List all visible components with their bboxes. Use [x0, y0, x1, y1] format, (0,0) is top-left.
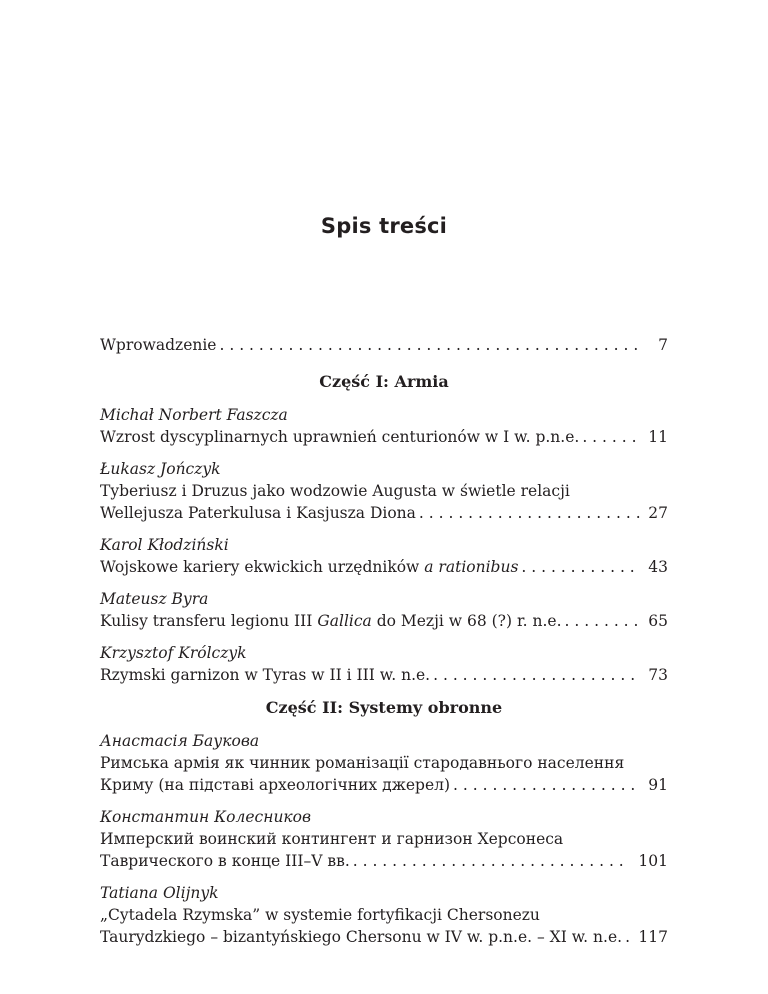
entry-author: Łukasz Jończyk [100, 460, 221, 478]
entry-title-line: Имперский воинский контингент и гарнизон Херсонеса [100, 830, 564, 848]
page-number: 117 [638, 928, 668, 946]
page-number: 43 [648, 558, 668, 576]
toc-entry[interactable] [100, 730, 668, 796]
entry-author: Анастасія Баукова [100, 732, 260, 750]
entry-title-line: Римська армія як чинник романізації стародавнього населення [100, 754, 625, 772]
toc-entry[interactable] [100, 588, 668, 632]
part-heading: Część II: Systemy obronne [265, 698, 503, 717]
page-number: 73 [648, 666, 668, 684]
entry-title-text: Таврического в конце III–V вв. [100, 852, 350, 870]
entry-author: Tatiana Olijnyk [100, 884, 219, 902]
dot-leader [622, 926, 630, 948]
toc-entry[interactable] [100, 882, 668, 948]
table-of-contents [100, 334, 668, 958]
entry-author: Karol Kłodziński [100, 536, 229, 554]
entry-title-line [100, 556, 518, 578]
entry-title-line: Tyberiusz i Druzus jako wodzowie Augusta w świetle relacji [100, 482, 570, 500]
dot-leader [579, 426, 640, 448]
page-number: 65 [648, 612, 668, 630]
entry-title-line [100, 850, 350, 872]
page-title: Spis treści [320, 214, 448, 238]
entry-author: Mateusz Byra [100, 590, 209, 608]
toc-entry-intro[interactable] [100, 334, 668, 356]
entry-title-text: do Mezji w 68 (?) r. n.e. [371, 612, 562, 630]
entry-author: Krzysztof Królczyk [100, 644, 247, 662]
entry-title-text: Wzrost dyscyplinarnych uprawnień centurionów w I w. p.n.e. [100, 428, 580, 446]
entry-title-line [100, 664, 430, 686]
dot-leader [518, 556, 640, 578]
dot-leader [216, 334, 640, 356]
entry-title-line [100, 926, 622, 948]
page-number: 7 [658, 336, 668, 354]
entry-title-text: Taurydzkiego – bizantyńskiego Chersonu w IV w. p.n.e. – XI w. n.e. [100, 928, 623, 946]
page-number: 11 [648, 428, 668, 446]
entry-author: Michał Norbert Faszcza [100, 406, 288, 424]
toc-entry[interactable] [100, 458, 668, 524]
entry-title-line [100, 774, 450, 796]
entry-title-italic: a rationibus [424, 558, 519, 576]
entry-author: Константин Колесников [100, 808, 312, 826]
entry-title-text: Kulisy transferu legionu III [100, 612, 318, 630]
entry-title-line [100, 610, 562, 632]
parts-container [100, 370, 668, 948]
entry-title-line [100, 502, 416, 524]
dot-leader [562, 610, 640, 632]
toc-entry[interactable] [100, 642, 668, 686]
page-number: 101 [638, 852, 668, 870]
entry-title-text: Rzymski garnizon w Tyras w II i III w. n.e. [100, 666, 431, 684]
entry-title-line [100, 426, 579, 448]
entry-title: Wprowadzenie [100, 336, 217, 354]
dot-leader [450, 774, 640, 796]
part-heading: Część I: Armia [319, 372, 449, 391]
entry-title-italic: Gallica [317, 612, 372, 630]
page-number: 91 [648, 776, 668, 794]
toc-entry[interactable] [100, 806, 668, 872]
dot-leader [430, 664, 640, 686]
dot-leader [416, 502, 640, 524]
toc-entry[interactable] [100, 404, 668, 448]
page-number: 27 [648, 504, 668, 522]
entry-title-text: Wojskowe kariery ekwickich urzędników [100, 558, 425, 576]
dot-leader [350, 850, 631, 872]
entry-title-text: Wellejusza Paterkulusa i Kasjusza Diona [100, 504, 416, 522]
entry-title-line: „Cytadela Rzymska” w systemie fortyfikacji Chersonezu [100, 906, 540, 924]
entry-title-text: Криму (на підставі археологічних джерел) [100, 776, 451, 794]
toc-entry[interactable] [100, 534, 668, 578]
